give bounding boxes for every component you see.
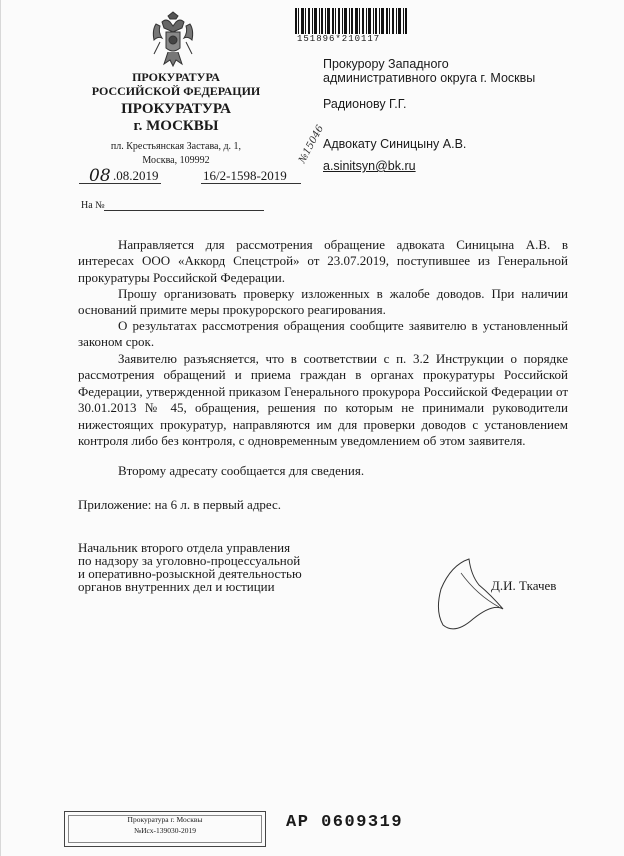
outgoing-number: 16/2-1598-2019 [203, 168, 287, 183]
sender-address-line2: Москва, 109992 [142, 155, 210, 166]
body-paragraph-5: Второму адресату сообщается для сведения. [118, 463, 365, 478]
body-paragraph-1: Направляется для рассмотрения обращение адвоката Синицына А.В. в интересах ООО «Аккорд Спецстрой» от 23.07.2019, поступившее из Генеральной прокуратуры Российской Федерации. [78, 237, 568, 285]
na-underline [104, 210, 264, 211]
barcode [295, 8, 407, 34]
coat-of-arms-emblem [148, 10, 198, 68]
sender-address-line1: пл. Крестьянская Застава, д. 1, [110, 141, 242, 152]
barcode-number: 151896*210117 [297, 34, 381, 44]
signer-title-line3: и оперативно-розыскной деятельностью [78, 566, 302, 581]
signer-title-line1: Начальник второго отдела управления [78, 540, 291, 555]
na-label: На № [81, 200, 105, 211]
recipient2-email: a.sinitsyn@bk.ru [323, 159, 416, 173]
date-day-handwritten: 08 [89, 166, 111, 186]
handwritten-registration-mark: №15046 [297, 123, 327, 166]
attachment-line: Приложение: на 6 л. в первый адрес. [78, 497, 282, 512]
date-printed: .08.2019 [113, 168, 159, 183]
body-paragraph-2: Прошу организовать проверку изложенных в жалобе доводов. При наличии оснований примите меры прокурорского реагирования. [78, 286, 568, 318]
recipient1-line2: административного округа г. Москвы [323, 71, 536, 85]
stamp-line1: Прокуратура г. Москвы [127, 815, 203, 824]
recipient1-name: Радионову Г.Г. [323, 97, 407, 111]
body-paragraph-3: О результатах рассмотрения обращения сообщите заявителю в установленный законом срок. [78, 318, 568, 350]
signer-title-line2: по надзору за уголовно-процессуальной [78, 553, 301, 568]
stamp-line2: №Исх-139030-2019 [133, 826, 197, 835]
form-serial-number: АР 0609319 [286, 813, 404, 832]
handwritten-signature [421, 555, 511, 635]
sender-org-line1: ПРОКУРАТУРА [132, 70, 220, 84]
registry-stamp [64, 811, 266, 847]
signer-name: Д.И. Ткачев [491, 578, 557, 593]
signer-title-line4: органов внутренних дел и юстиции [78, 579, 275, 594]
sender-sub-line1: ПРОКУРАТУРА [121, 101, 231, 117]
recipient2: Адвокату Синицыну А.В. [323, 137, 467, 151]
sender-sub-line2: г. МОСКВЫ [133, 118, 219, 134]
sender-org-line2: РОССИЙСКОЙ ФЕДЕРАЦИИ [91, 84, 261, 98]
recipient1-line1: Прокурору Западного [323, 57, 449, 71]
body-paragraph-4: Заявителю разъясняется, что в соответствии с п. 3.2 Инструкции о порядке рассмотрения обращений и приема граждан в органах прокуратуры Российской Федерации, утвержденной приказом Генерального прокурора Российской Федерации от 30.01.2013 № 45, обращения, решения по которым не принимали руководители нижестоящих прокуратур, направляются им для проверки доводов с установлением контроля либо без контроля, с одновременным уведомлением об этом заявителя. [78, 351, 568, 449]
